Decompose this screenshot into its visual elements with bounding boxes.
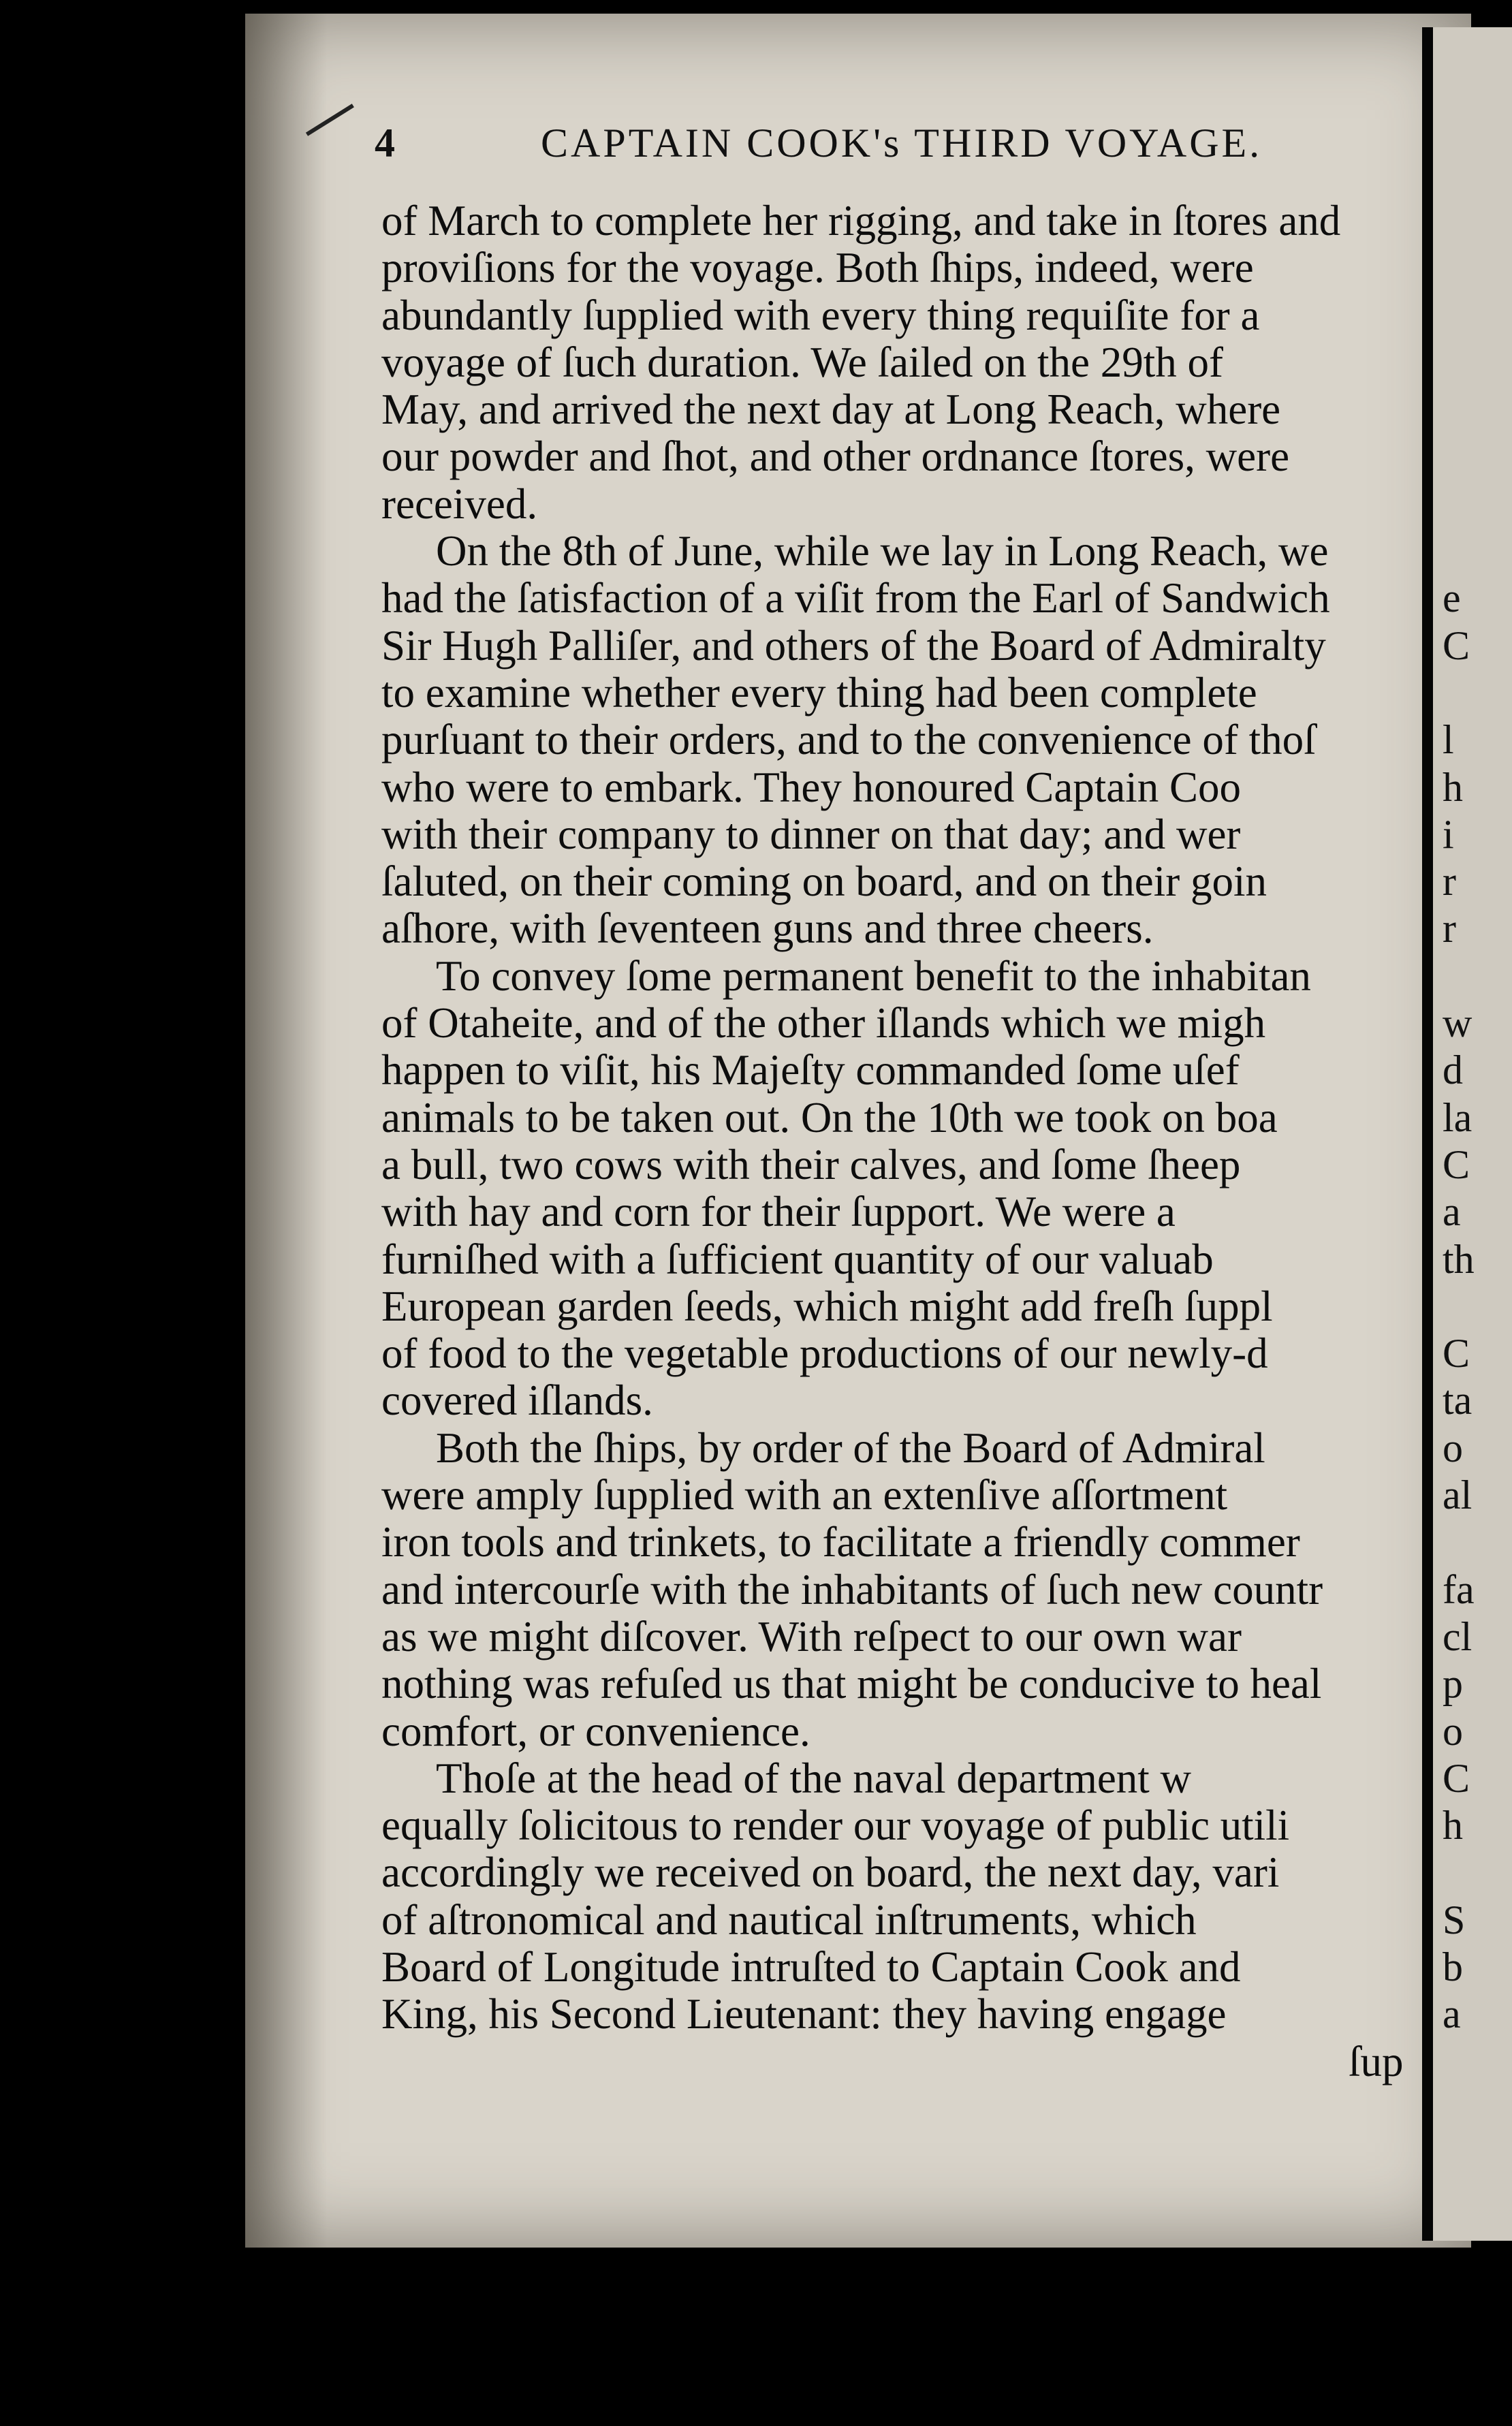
facing-page-fragment: h bbox=[1443, 1803, 1463, 1848]
text-line: purſuant to their orders, and to the convenience of thoſ bbox=[381, 716, 1316, 764]
facing-page-fragment: o bbox=[1443, 1708, 1463, 1754]
text-line: were amply ſupplied with an extenſive aſſortment bbox=[381, 1471, 1228, 1519]
facing-page-fragment: C bbox=[1443, 1331, 1470, 1376]
gutter-line bbox=[1422, 27, 1433, 2241]
text-line: aſhore, with ſeventeen guns and three cheers. bbox=[381, 904, 1154, 953]
facing-page-fragment bbox=[1433, 1849, 1512, 1896]
text-line: who were to embark. They honoured Captain Coo bbox=[381, 763, 1242, 811]
facing-page-fragment bbox=[1433, 1283, 1512, 1330]
text-line: with hay and corn for their ſupport. We were a bbox=[381, 1188, 1176, 1236]
facing-page-fragment: S bbox=[1443, 1897, 1466, 1942]
text-line: iron tools and trinkets, to facilitate a friendly commer bbox=[381, 1518, 1300, 1566]
text-line: equally ſolicitous to render our voyage of public utili bbox=[381, 1801, 1290, 1850]
facing-page-fragment bbox=[1433, 528, 1512, 575]
facing-page-fragment: cl bbox=[1443, 1613, 1472, 1659]
facing-page-fragment: h bbox=[1443, 764, 1463, 810]
facing-page-fragment: th bbox=[1443, 1236, 1475, 1282]
running-head: CAPTAIN COOK's THIRD VOYAGE. bbox=[541, 121, 1263, 166]
facing-page-fragment bbox=[1433, 481, 1512, 528]
facing-page-fragment: i bbox=[1443, 811, 1454, 857]
text-line: to examine whether every thing had been complete bbox=[381, 668, 1257, 716]
text-line: happen to viſit, his Majeſty commanded ſome uſef bbox=[381, 1046, 1240, 1094]
facing-page-fragment: fa bbox=[1443, 1566, 1475, 1612]
catchword: ſup bbox=[1349, 2037, 1404, 2085]
facing-page-fragment bbox=[1433, 339, 1512, 386]
text-line: of March to complete her rigging, and take in ſtores and bbox=[381, 197, 1341, 245]
facing-page-fragment: al bbox=[1443, 1472, 1472, 1518]
text-line: and intercourſe with the inhabitants of ſuch new countr bbox=[381, 1565, 1323, 1613]
facing-page-fragment: C bbox=[1443, 1141, 1470, 1187]
text-line: with their company to dinner on that day; and wer bbox=[381, 810, 1241, 858]
text-line: of food to the vegetable productions of our newly-d bbox=[381, 1329, 1268, 1378]
facing-page-fragment bbox=[1433, 953, 1512, 1000]
facing-page-fragment: e bbox=[1443, 576, 1461, 621]
facing-page-fragment bbox=[1433, 198, 1512, 245]
facing-page-fragment bbox=[1433, 1519, 1512, 1566]
facing-page-fragment: b bbox=[1443, 1944, 1463, 1989]
facing-page-fragment: d bbox=[1443, 1047, 1463, 1093]
text-line: Sir Hugh Palliſer, and others of the Board of Admiralty bbox=[381, 621, 1326, 669]
facing-page-fragment: r bbox=[1443, 859, 1456, 904]
page-number: 4 bbox=[375, 121, 398, 166]
text-line: animals to be taken out. On the 10th we took on boa bbox=[381, 1093, 1278, 1141]
facing-page-fragment bbox=[1433, 669, 1512, 716]
text-line: ſaluted, on their coming on board, and on their goin bbox=[381, 857, 1267, 906]
text-line: comfort, or convenience. bbox=[381, 1707, 810, 1755]
text-line: of aſtronomical and nautical inſtruments, which bbox=[381, 1895, 1197, 1944]
text-line: Thoſe at the head of the naval department w bbox=[436, 1754, 1192, 1802]
facing-page-fragment: p bbox=[1443, 1661, 1463, 1707]
text-line: voyage of ſuch duration. We ſailed on the 29th of bbox=[381, 338, 1223, 386]
facing-page-fragment bbox=[1433, 386, 1512, 433]
text-line: of Otaheite, and of the other iſlands which we migh bbox=[381, 999, 1266, 1047]
facing-page-fragment: r bbox=[1443, 906, 1456, 951]
text-line: furniſhed with a ſufficient quantity of our valuab bbox=[381, 1235, 1214, 1283]
text-line: To convey ſome permanent benefit to the inhabitan bbox=[436, 951, 1311, 1000]
text-line: had the ſatisfaction of a viſit from the Earl of Sandwich bbox=[381, 574, 1330, 623]
text-line: European garden ſeeds, which might add freſh ſuppl bbox=[381, 1282, 1273, 1330]
text-line: received. bbox=[381, 479, 538, 528]
facing-page-fragment: a bbox=[1443, 1189, 1461, 1235]
facing-page-fragment: C bbox=[1443, 623, 1470, 668]
text-line: proviſions for the voyage. Both ſhips, indeed, were bbox=[381, 244, 1254, 292]
facing-page-fragment: o bbox=[1443, 1425, 1463, 1470]
facing-page-fragment bbox=[1433, 433, 1512, 480]
text-line: as we might diſcover. With reſpect to our own war bbox=[381, 1612, 1242, 1660]
text-line: covered iſlands. bbox=[381, 1376, 653, 1425]
facing-page-fragment: C bbox=[1443, 1755, 1470, 1801]
facing-page-fragment bbox=[1433, 292, 1512, 339]
facing-page-fragment bbox=[1433, 245, 1512, 292]
page-header bbox=[375, 120, 1437, 167]
text-line: On the 8th of June, while we lay in Long Reach, we bbox=[436, 527, 1329, 576]
facing-page-fragment: ta bbox=[1443, 1378, 1472, 1423]
facing-page-fragment: w bbox=[1443, 1001, 1472, 1046]
facing-page-fragment: a bbox=[1443, 1991, 1461, 2037]
text-line: a bull, two cows with their calves, and ſome ſheep bbox=[381, 1140, 1241, 1188]
text-line: Board of Longitude intruſted to Captain Cook and bbox=[381, 1942, 1241, 1991]
text-line: Both the ſhips, by order of the Board of Admiral bbox=[436, 1423, 1265, 1472]
facing-page-edge bbox=[1433, 27, 1512, 2241]
text-line: nothing was refuſed us that might be conducive to heal bbox=[381, 1660, 1322, 1708]
facing-page-fragment: l bbox=[1443, 717, 1454, 763]
text-line: our powder and ſhot, and other ordnance ſtores, were bbox=[381, 432, 1290, 481]
text-line: King, his Second Lieutenant: they having engage bbox=[381, 1990, 1227, 2038]
body-text bbox=[381, 198, 1471, 2085]
text-line: May, and arrived the next day at Long Reach, where bbox=[381, 385, 1281, 434]
text-line: accordingly we received on board, the next day, vari bbox=[381, 1848, 1280, 1897]
text-line: abundantly ſupplied with every thing requiſite for a bbox=[381, 291, 1260, 339]
facing-page-fragment: la bbox=[1443, 1094, 1472, 1140]
